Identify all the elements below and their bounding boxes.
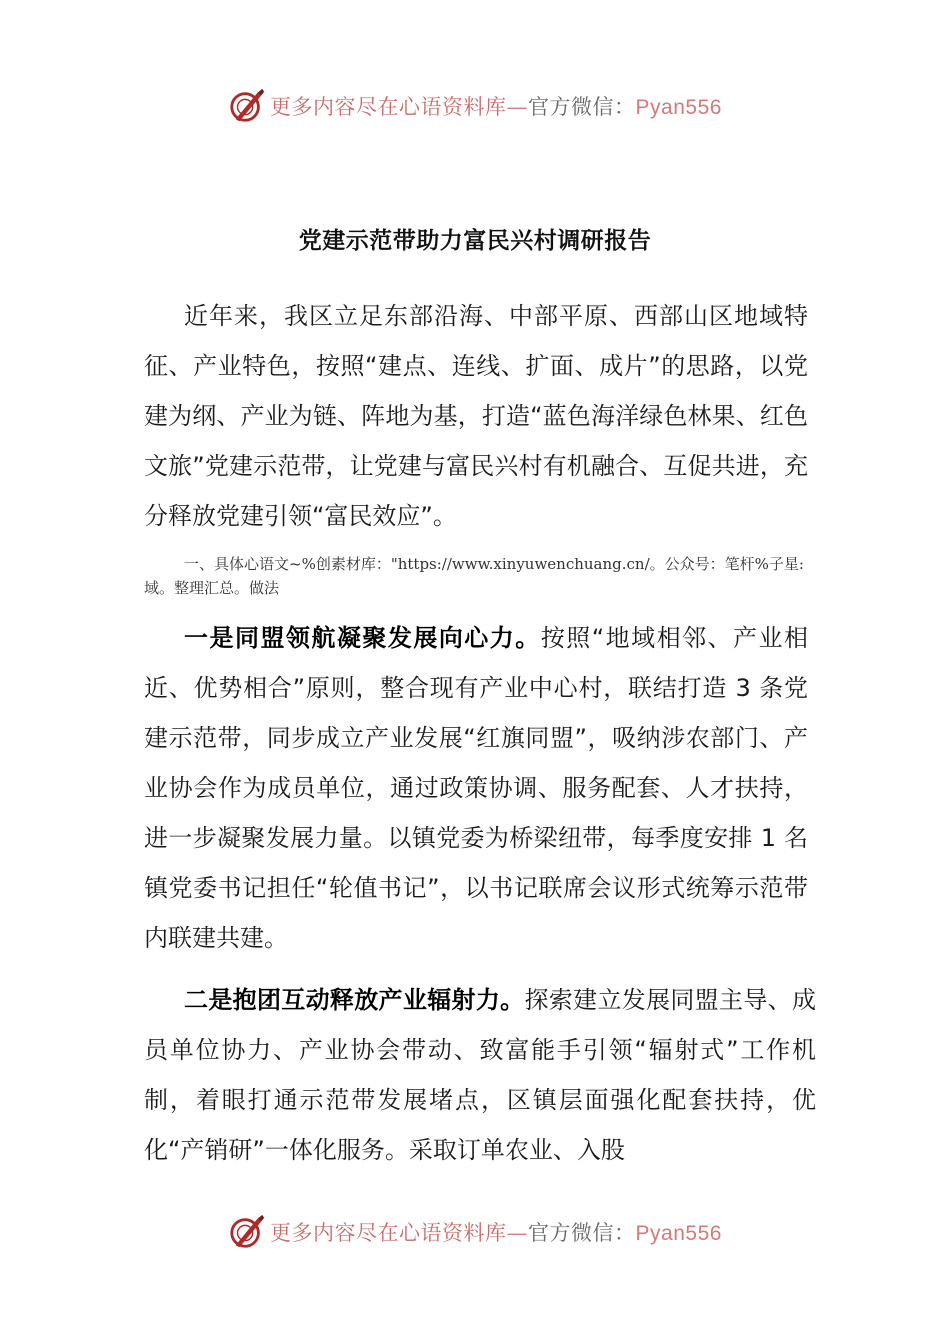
pen-circle-logo-icon (228, 1213, 266, 1251)
document-title: 党建示范带助力富民兴村调研报告 (298, 227, 652, 254)
section-1-heading: 一是同盟领航凝聚发展向心力。 (184, 624, 541, 652)
intro-paragraph: 近年来，我区立足东部沿海、中部平原、西部山区地域特征、产业特色，按照“建点、连线、扩面、成片”的思路，以党建为纲、产业为链、阵地为基，打造“蓝色海洋绿色林果、红色文旅”党建示范带，让党建与富民兴村有机融合、互促共进，充分释放党建引领“富民效应”。 (144, 302, 808, 530)
banner-text (270, 91, 722, 121)
banner-main-text: 更多内容尽在心语资料库 (270, 1221, 507, 1245)
footer-banner (0, 1210, 950, 1254)
banner-dash: — (506, 1221, 529, 1245)
section-2-paragraph (144, 975, 816, 1175)
banner-sub-text: 官方微信： (528, 95, 636, 119)
banner-dash: — (506, 95, 529, 119)
banner-text (270, 1217, 722, 1247)
header-banner (0, 84, 950, 128)
source-note: 一、具体心语文~%创素材库："https://www.xinyuwenchuang.cn/。公众号：笔杆%子星:域。整理汇总。做法 (144, 555, 804, 597)
section-2-body: 探索建立发展同盟主导、成员单位协力、产业协会带动、致富能手引领“辐射式”工作机制，着眼打通示范带发展堵点，区镇层面强化配套扶持，优化“产销研”一体化服务。采取订单农业、入股 (144, 986, 817, 1164)
section-1-body: 按照“地域相邻、产业相近、优势相合”原则，整合现有产业中心村，联结打造 3 条党建示范带，同步成立产业发展“红旗同盟”，吸纳涉农部门、产业协会作为成员单位，通过政策协调、服务配套、人才扶持，进一步凝聚发展力量。以镇党委为桥梁纽带，每季度安排 1 名镇党委书记担任“轮值书记”，以书记联席会议形式统筹示范带内联建共建。 (144, 624, 809, 952)
banner-wechat-id: Pyan556 (635, 1222, 722, 1245)
banner-wechat-id: Pyan556 (635, 96, 722, 119)
section-1-paragraph (144, 613, 808, 963)
banner-sub-text: 官方微信： (528, 1221, 636, 1245)
pen-circle-logo-icon (228, 87, 266, 125)
section-2-heading: 二是抱团互动释放产业辐射力。 (184, 986, 525, 1014)
banner-main-text: 更多内容尽在心语资料库 (270, 95, 507, 119)
